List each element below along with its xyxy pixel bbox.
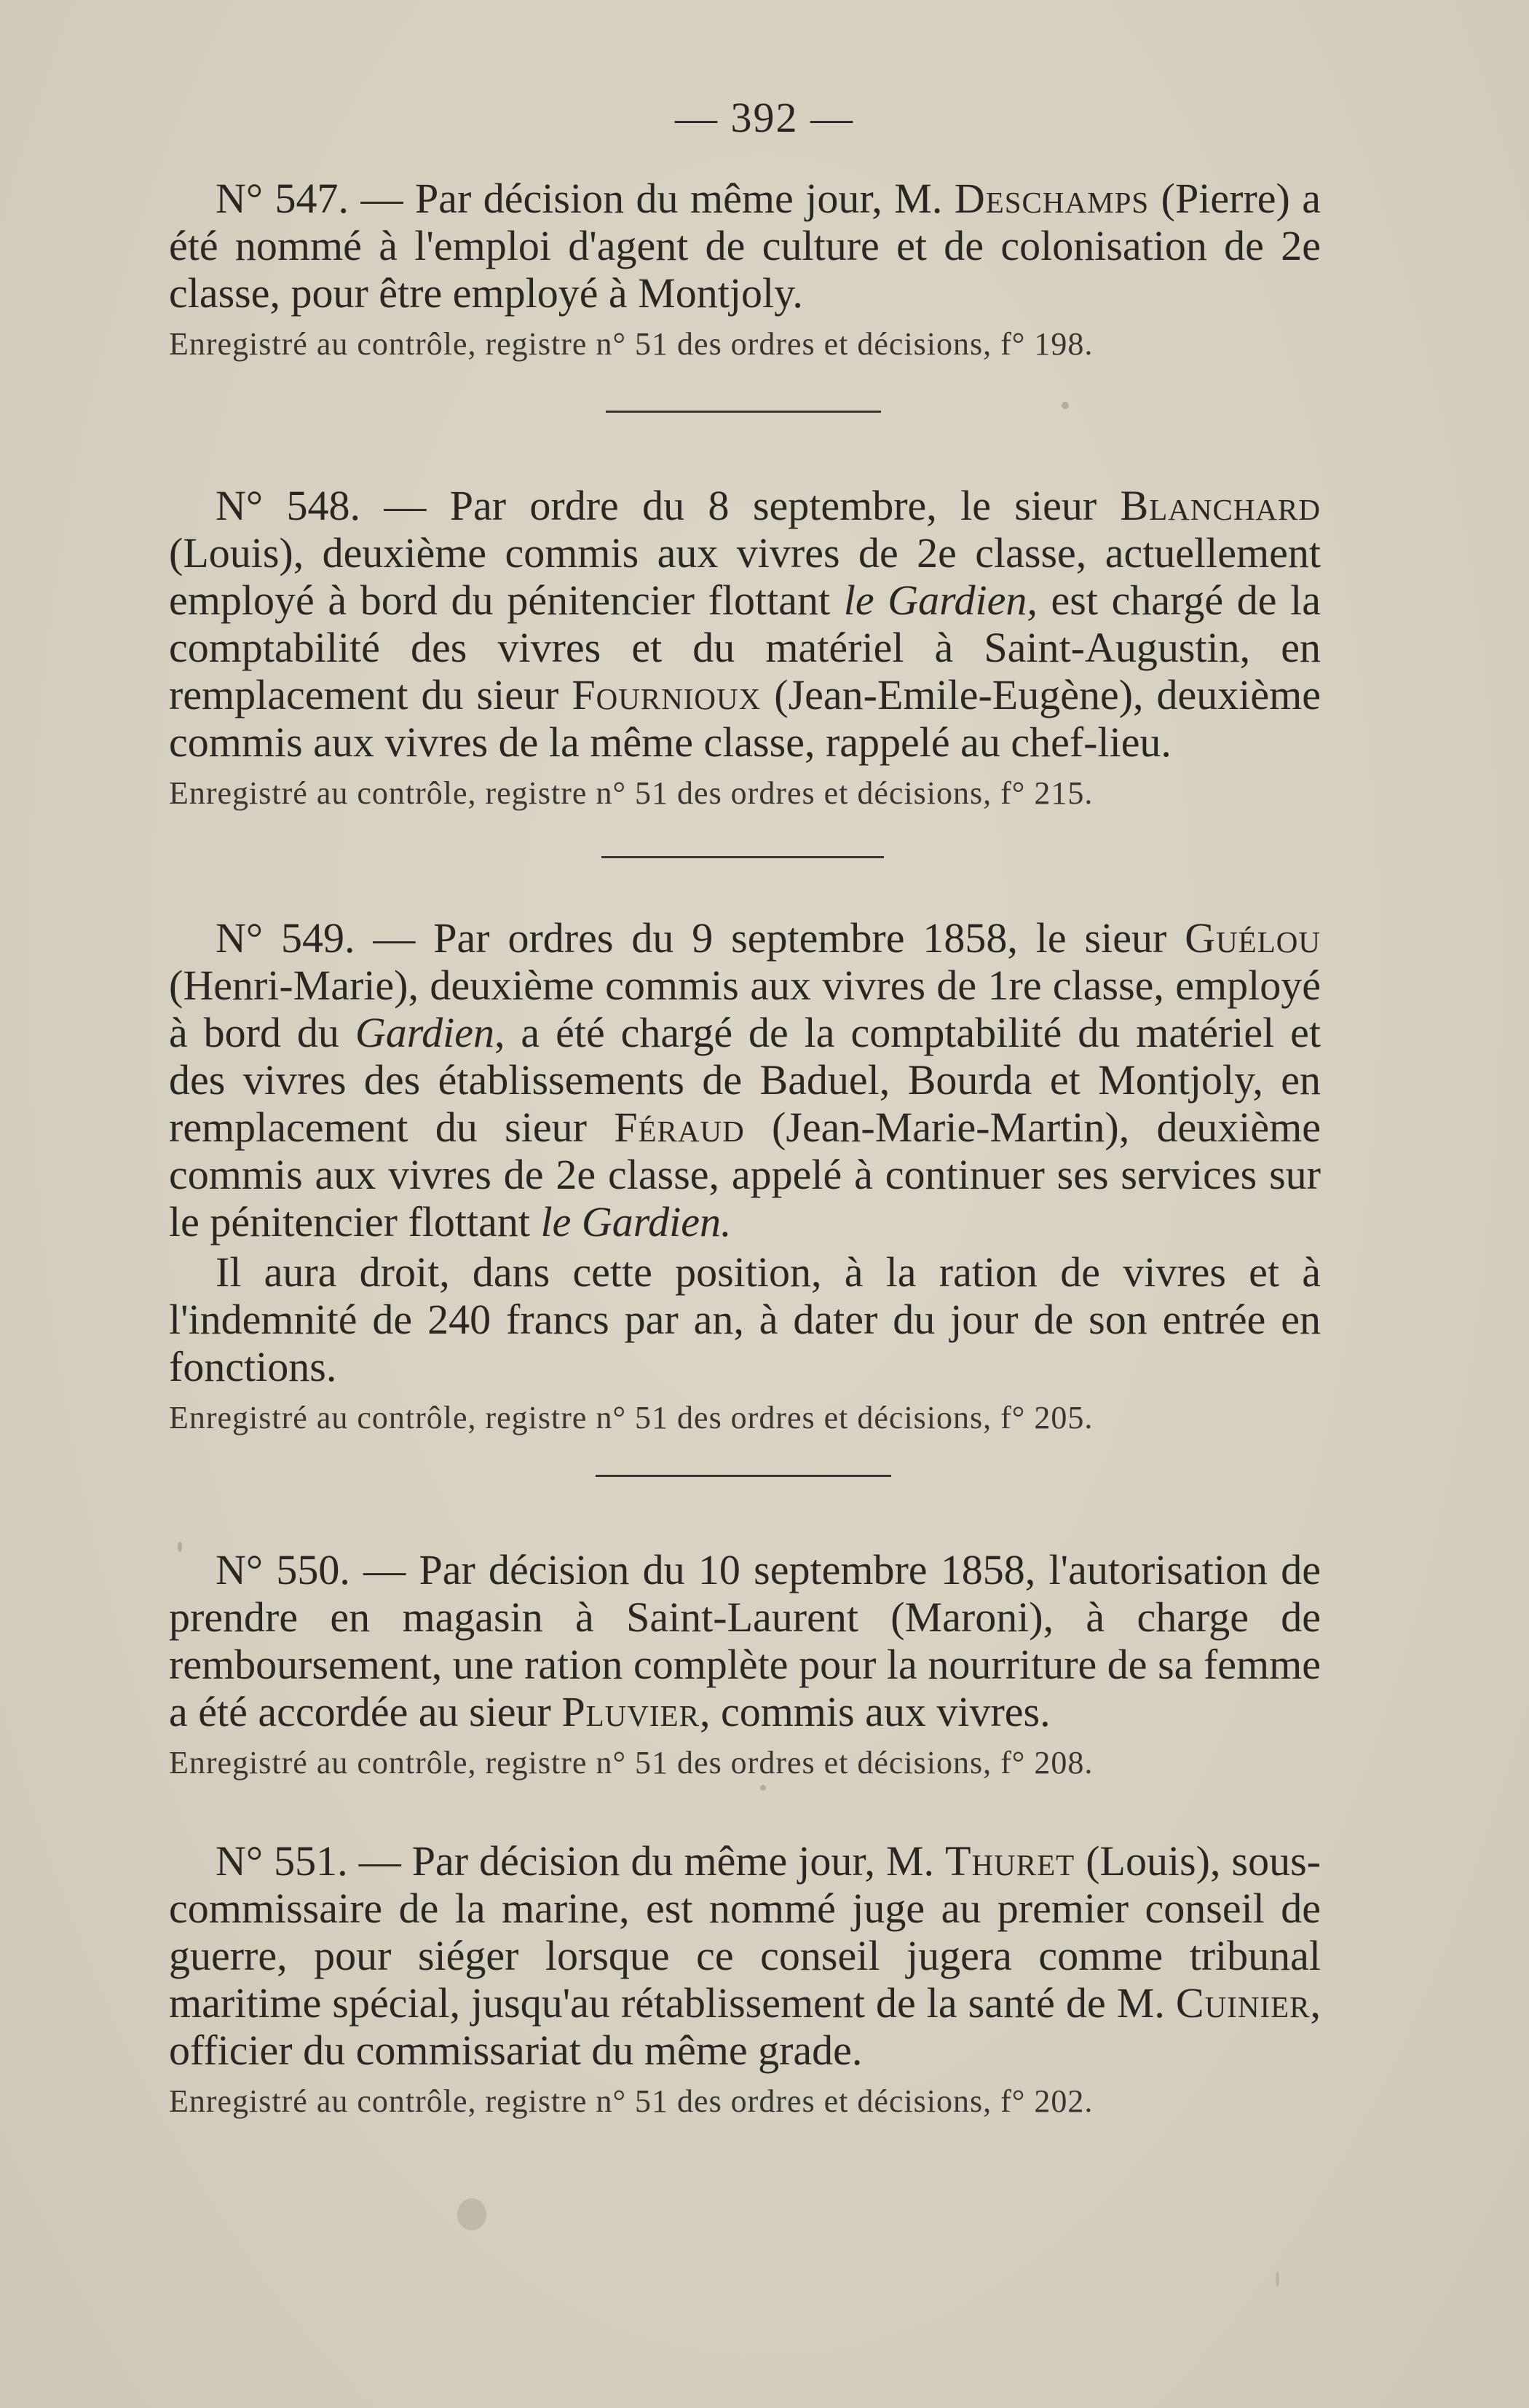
ship-name: le Gardien. <box>540 1198 732 1245</box>
separator-rule <box>596 1475 891 1477</box>
entry-text-part: Par décision du 10 septembre 1858, l'autorisation de prendre en magasin à Saint-Laurent (Maroni), à charge de remboursement, une ration complète pour la nourriture de sa femme a été accordée au sieur <box>169 1546 1321 1735</box>
separator-rule <box>601 856 884 858</box>
person-name: Deschamps <box>954 175 1150 222</box>
separator-rule <box>606 411 881 413</box>
person-name: Guélou <box>1185 914 1321 962</box>
entry-548 <box>169 482 1321 814</box>
entry-text-part: Par ordre du 8 septembre, le sieur <box>449 482 1121 529</box>
entry-text-part: (Pierre) a été nommé à l'emploi d'agent de culture et de colonisation de 2e classe, pour être employé à Montjoly. <box>169 175 1321 317</box>
entry-number: N° 547. — <box>216 175 415 222</box>
registration-line: Enregistré au contrôle, registre n° 51 des ordres et décisions, f° 205. <box>169 1400 1094 1435</box>
entry-text-part: (Henri-Marie), deuxième commis aux vivres de 1re classe, employé à bord du <box>169 962 1321 1056</box>
registration-line: Enregistré au contrôle, registre n° 51 des ordres et décisions, f° 208. <box>169 1745 1094 1781</box>
entry-text-part: , a été chargé de la comptabilité du matériel et des vivres des établissements de Baduel, Bourda et Montjoly, en remplacement du sieur <box>169 1009 1321 1151</box>
entry-text-part: (Louis), deuxième commis aux vivres de 2e classe, actuellement employé à bord du pénitencier flottant <box>169 529 1321 624</box>
entry-text <box>169 1837 1321 2074</box>
entry-text-part: est chargé de la comptabilité des vivres et du matériel à Saint-Augustin, en remplacement du sieur <box>169 577 1321 718</box>
registration-line: Enregistré au contrôle, registre n° 51 des ordres et décisions, f° 202. <box>169 2083 1094 2119</box>
entry-number: N° 549. — <box>216 914 434 962</box>
person-name: Thuret <box>945 1837 1075 1885</box>
entry-text-part: Par ordres du 9 septembre 1858, le sieur <box>433 914 1185 962</box>
entry-550 <box>169 1546 1321 1783</box>
person-name: Fournioux <box>572 671 762 718</box>
entry-number: N° 548. — <box>216 482 450 529</box>
person-name: Pluvier <box>561 1688 700 1735</box>
entry-text <box>169 175 1321 317</box>
entry-text-part: (Jean-Emile-Eugène), deuxième commis aux vivres de la même classe, rappelé au chef-lieu. <box>169 671 1321 766</box>
paper-speck <box>457 2198 486 2230</box>
ship-name: Gardien <box>355 1009 494 1056</box>
registration-line: Enregistré au contrôle, registre n° 51 des ordres et décisions, f° 215. <box>169 775 1094 811</box>
entry-547 <box>169 175 1321 365</box>
entry-text-part: , officier du commissariat du même grade. <box>169 1979 1321 2074</box>
ship-name: le Gardien, <box>843 577 1038 624</box>
registration-line: Enregistré au contrôle, registre n° 51 des ordres et décisions, f° 198. <box>169 326 1094 362</box>
entry-text <box>169 482 1321 766</box>
entry-text-part: , commis aux vivres. <box>699 1688 1051 1735</box>
entry-text-part: (Louis), sous-commissaire de la marine, est nommé juge au premier conseil de guerre, pour siéger lorsque ce conseil jugera comme tribunal maritime spécial, jusqu'au rétablissement de la santé de M. <box>169 1837 1321 2027</box>
entry-number: N° 551. — <box>216 1837 412 1885</box>
person-name: Blanchard <box>1120 482 1321 529</box>
entry-551 <box>169 1837 1321 2122</box>
person-name: Cuinier <box>1175 1979 1311 2027</box>
entry-number: N° 550. — <box>216 1546 419 1593</box>
entry-549 <box>169 914 1321 1438</box>
paper-speck <box>1276 2271 1279 2287</box>
entry-text-part: Par décision du même jour, M. <box>415 175 955 222</box>
entry-continuation: Il aura droit, dans cette position, à la ration de vivres et à l'indemnité de 240 francs par an, à dater du jour de son entrée en fonctions. <box>169 1248 1321 1390</box>
paper-speck <box>1062 402 1069 409</box>
entry-text-part: Par décision du même jour, M. <box>411 1837 946 1885</box>
paper-speck <box>760 1785 766 1791</box>
paper-speck <box>178 1542 182 1552</box>
page-number: — 392 — <box>675 94 854 141</box>
person-name: Féraud <box>614 1104 745 1151</box>
entry-text <box>169 914 1321 1245</box>
entry-text <box>169 1546 1321 1735</box>
entry-text-part: (Jean-Marie-Martin), deuxième commis aux vivres de 2e classe, appelé à continuer ses services sur le pénitencier flottant <box>169 1104 1321 1245</box>
